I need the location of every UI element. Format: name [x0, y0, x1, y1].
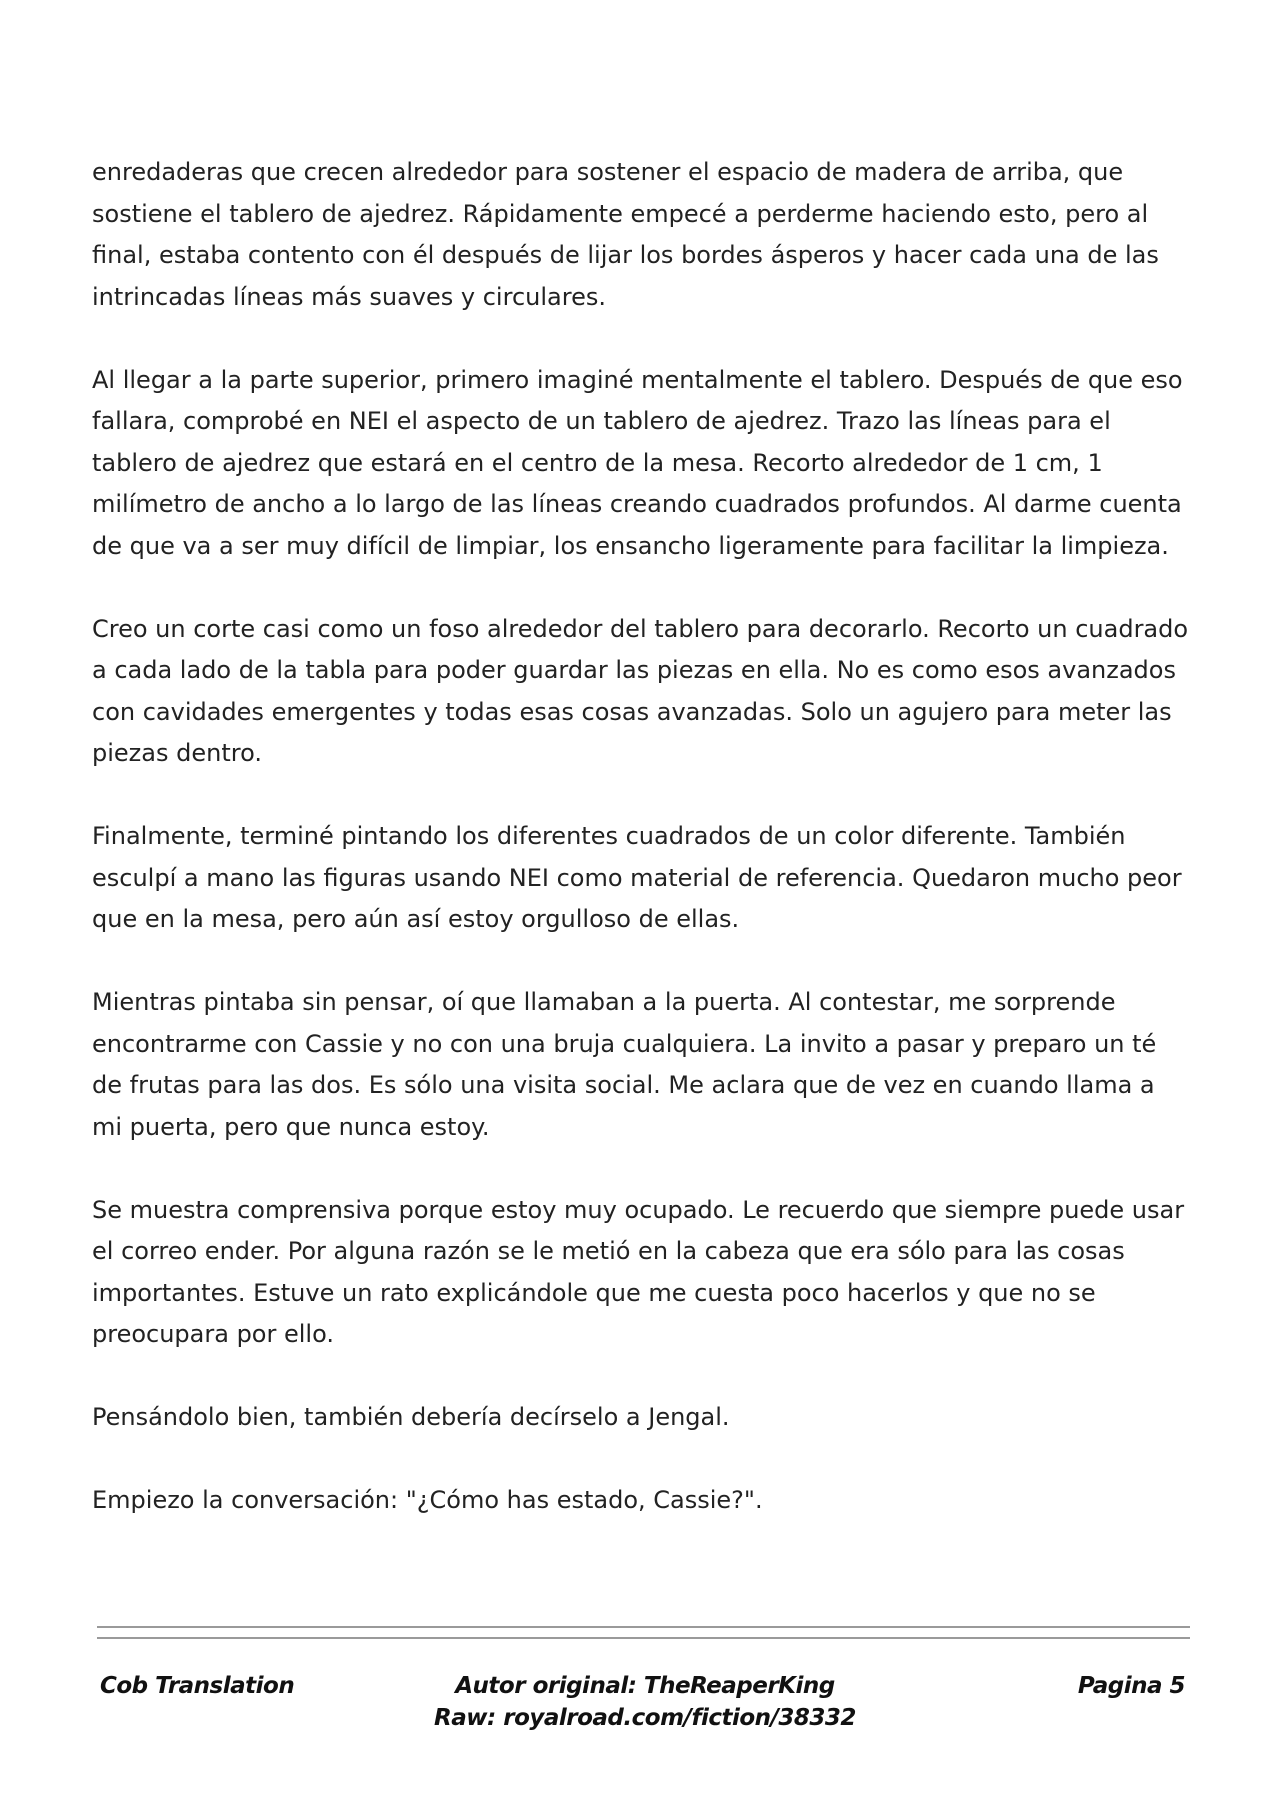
paragraph: Empiezo la conversación: "¿Cómo has estado, Cassie?". [92, 1486, 763, 1514]
paragraph: Mientras pintaba sin pensar, oí que llamaban a la puerta. Al contestar, me sorprende encontrarme con Cassie y no con una bruja cualquiera. La invito a pasar y preparo un té de frutas para las dos. Es sólo una visita social. Me aclara que de vez en cuando llama a mi puerta, pero que nunca estoy. [92, 988, 1157, 1141]
paragraph: Se muestra comprensiva porque estoy muy ocupado. Le recuerdo que siempre puede usar el correo ender. Por alguna razón se le metió en la cabeza que era sólo para las cosas importantes. Estuve un rato explicándole que me cuesta poco hacerlos y que no se preocupara por ello. [92, 1195, 1185, 1348]
footer-author: Autor original: TheReaperKing [455, 1673, 835, 1699]
footer-divider-bottom [97, 1637, 1190, 1639]
footer-divider-top [97, 1626, 1190, 1628]
paragraph: enredaderas que crecen alrededor para sostener el espacio de madera de arriba, que sostiene el tablero de ajedrez. Rápidamente empecé a perderme haciendo esto, pero al final, estaba contento con él después de lijar los bordes ásperos y hacer cada una de las intrincadas líneas más suaves y circulares. [92, 158, 1159, 311]
footer-translator [100, 1670, 294, 1702]
paragraph: Pensándolo bien, también debería decírselo a Jengal. [92, 1403, 730, 1431]
footer-page-number [1078, 1670, 1185, 1702]
body-text [92, 152, 1192, 1563]
paragraph: Finalmente, terminé pintando los diferentes cuadrados de un color diferente. También esculpí a mano las figuras usando NEI como material de referencia. Quedaron mucho peor que en la mesa, pero aún así estoy orgulloso de ellas. [92, 822, 1182, 933]
page-number-label: Pagina 5 [1077, 1673, 1185, 1699]
footer-raw-source: Raw: royalroad.com/fiction/38332 [434, 1705, 856, 1731]
footer-translator-label: Cob Translation [100, 1673, 295, 1699]
footer-credits [380, 1670, 910, 1734]
paragraph: Al llegar a la parte superior, primero imaginé mentalmente el tablero. Después de que eso fallara, comprobé en NEI el aspecto de un tablero de ajedrez. Trazo las líneas para el tablero de ajedrez que estará en el centro de la mesa. Recorto alrededor de 1 cm, 1 milímetro de ancho a lo largo de las líneas creando cuadrados profundos. Al darme cuenta de que va a ser muy difícil de limpiar, los ensancho ligeramente para facilitar la limpieza. [92, 365, 1183, 560]
paragraph: Creo un corte casi como un foso alrededor del tablero para decorarlo. Recorto un cuadrado a cada lado de la tabla para poder guardar las piezas en ella. No es como esos avanzados con cavidades emergentes y todas esas cosas avanzadas. Solo un agujero para meter las piezas dentro. [92, 614, 1189, 767]
